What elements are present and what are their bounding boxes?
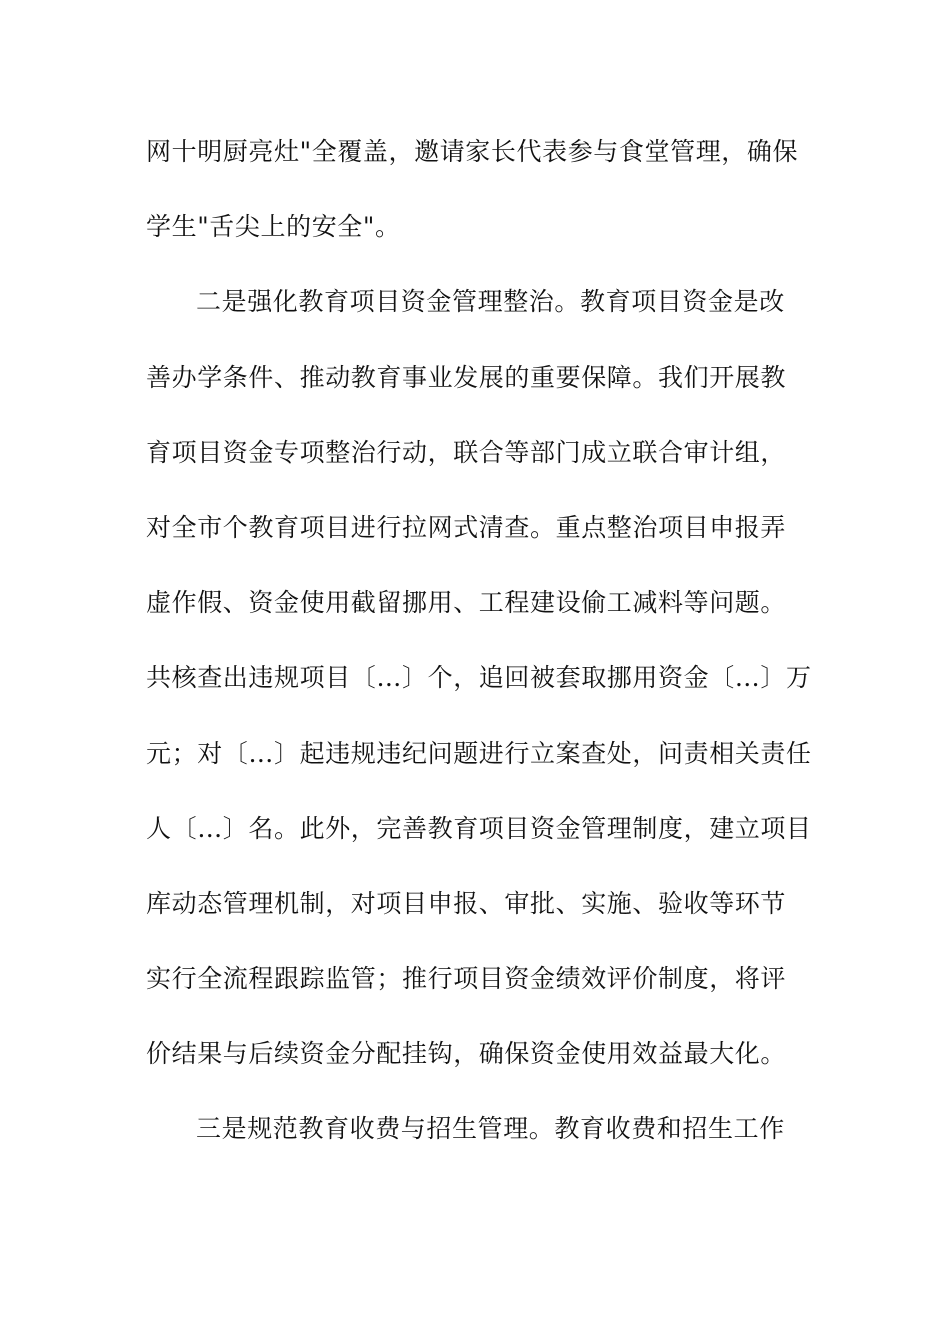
document-body: [146, 127, 811, 1180]
text-line: 网十明厨亮灶"全覆盖，邀请家长代表参与食堂管理，确保: [146, 137, 799, 166]
text-line: 共核查出违规项目〔…〕个，追回被套取挪用资金〔…〕万: [146, 663, 812, 693]
text-line: 虚作假、资金使用截留挪用、工程建设偷工减料等问题。: [146, 588, 787, 618]
text-line: 人〔…〕名。此外，完善教育项目资金管理制度，建立项目: [146, 813, 812, 843]
paragraph-start-line: 三是规范教育收费与招生管理。教育收费和招生工作: [196, 1114, 785, 1144]
text-line: 元；对〔…〕起违规违纪问题进行立案查处，问责相关责任: [146, 738, 812, 768]
text-line: 实行全流程跟踪监管；推行项目资金绩效评价制度，将评: [146, 964, 787, 994]
text-line: 学生"舌尖上的安全"。: [146, 212, 401, 242]
text-line: 库动态管理机制，对项目申报、审批、实施、验收等环节: [146, 888, 787, 918]
text-line: 对全市个教育项目进行拉网式清查。重点整治项目申报弄: [146, 512, 787, 542]
paragraph-start-line: 二是强化教育项目资金管理整治。教育项目资金是改: [196, 287, 785, 317]
text-line: 育项目资金专项整治行动，联合等部门成立联合审计组，: [146, 437, 787, 467]
text-line: 善办学条件、推动教育事业发展的重要保障。我们开展教: [146, 362, 787, 392]
text-line: 价结果与后续资金分配挂钩，确保资金使用效益最大化。: [146, 1039, 787, 1069]
